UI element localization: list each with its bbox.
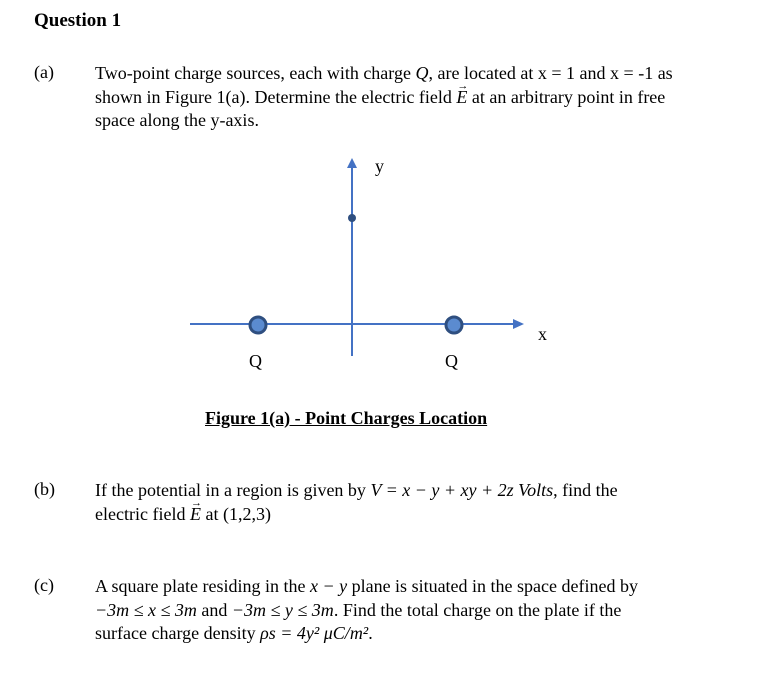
figure-caption: Figure 1(a) - Point Charges Location — [205, 408, 488, 428]
electric-field-vector: → E — [190, 503, 201, 527]
charge-left-label: Q — [249, 351, 262, 371]
part-c-label: (c) — [34, 575, 54, 595]
part-c-line-2: −3m ≤ x ≤ 3m and −3m ≤ y ≤ 3m. Find the total charge on the plate if the — [95, 599, 622, 620]
part-b-line-2: electric field → E at (1,2,3) — [95, 503, 740, 527]
question-heading: Question 1 — [34, 10, 122, 31]
charge-left — [250, 317, 266, 333]
x-axis-label: x — [538, 324, 547, 344]
part-b-label: (b) — [34, 479, 55, 499]
part-c-text — [95, 575, 740, 646]
part-c-line-3: surface charge density ρs = 4y² μC/m². — [95, 623, 373, 643]
part-b-text — [95, 479, 740, 526]
charge-right-label: Q — [445, 351, 458, 371]
electric-field-vector: → E — [456, 86, 467, 110]
y-axis-arrowhead — [347, 158, 357, 168]
part-b-line-1: If the potential in a region is given by V = x − y + xy + 2z Volts, find the — [95, 480, 618, 500]
part-c-line-1: A square plate residing in the x − y plane is situated in the space defined by — [95, 576, 638, 596]
potential-formula: V = x − y + xy + 2z Volts — [370, 480, 554, 500]
part-a-line-1: Two-point charge sources, each with charge Q, are located at x = 1 and x = -1 as — [95, 63, 673, 83]
y-axis-label: y — [375, 156, 384, 176]
charge-right — [446, 317, 462, 333]
y-axis-point — [348, 214, 356, 222]
part-a-line-2: shown in Figure 1(a). Determine the electric field → E at an arbitrary point in free — [95, 86, 740, 110]
part-a-label: (a) — [34, 62, 54, 82]
x-axis-arrowhead — [513, 319, 524, 329]
part-a-line-3: space along the y-axis. — [95, 110, 259, 130]
surface-charge-formula: ρs = 4y² μC/m² — [260, 623, 369, 643]
